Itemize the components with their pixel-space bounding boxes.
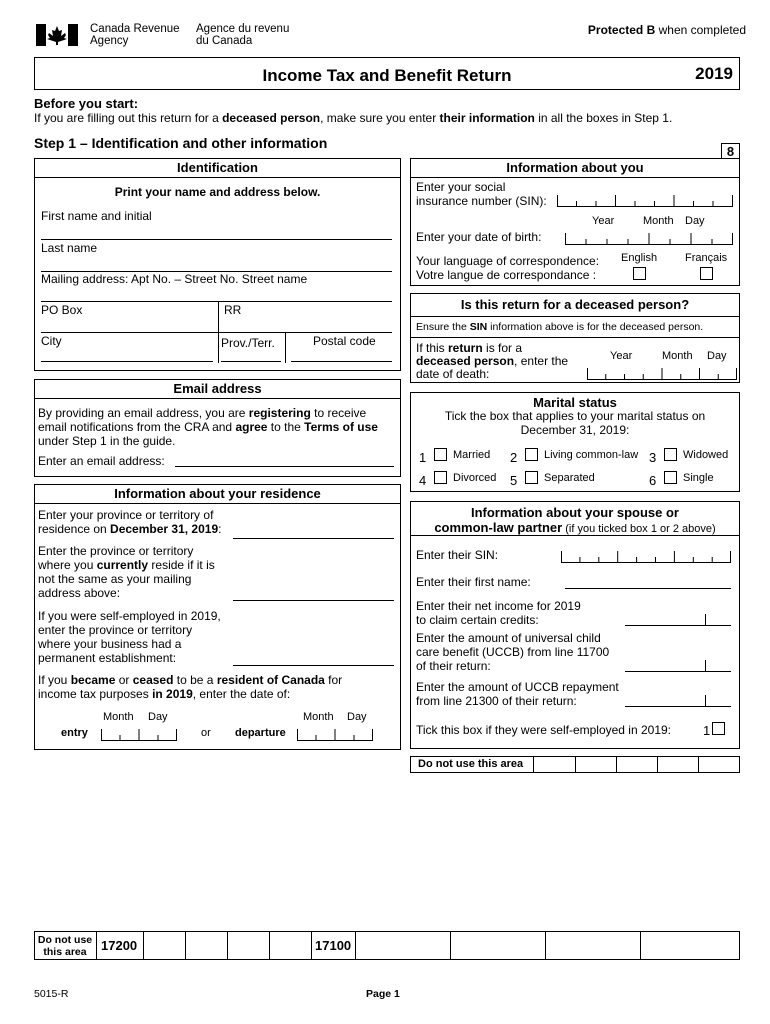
dob-year-label: Year [592,215,615,227]
residence-section [34,484,401,750]
spouse-sin-input[interactable] [561,547,731,563]
option-number: 4 [419,473,427,488]
mailing-address-field[interactable] [41,301,392,302]
marital-status-title: Marital status [533,395,617,410]
do-not-use-area [410,756,740,773]
about-you-title: Information about you [411,159,739,178]
sin-label: Enter your social insurance number (SIN): [416,180,547,208]
identification-section [34,158,401,371]
divorced-checkbox[interactable] [434,471,447,484]
step1-heading: Step 1 – Identification and other information [34,135,328,151]
spouse-net-income-input[interactable] [625,608,731,626]
widowed-label: Widowed [683,449,729,461]
option-number: 2 [510,450,518,465]
residence-q3: If you were self-employed in 2019, enter the province or territory where your business had a permanent establishment: [38,609,221,665]
email-input[interactable] [175,466,394,467]
dob-month-label: Month [643,215,674,227]
divider [218,333,219,363]
spouse-uccb-repayment-input[interactable] [625,689,731,707]
divider [285,333,286,363]
married-label: Married [453,449,491,461]
married-checkbox[interactable] [434,448,447,461]
entry-month-label: Month [103,711,134,723]
prov-label: Prov./Terr. [221,336,275,350]
about-you-section [410,158,740,286]
deceased-section [410,293,740,383]
current-province-field[interactable] [233,600,394,601]
single-checkbox[interactable] [664,471,677,484]
single-label: Single [683,472,714,484]
canada-flag-icon [36,24,78,46]
email-title: Email address [35,380,400,399]
postal-code-label: Postal code [313,334,376,348]
english-checkbox[interactable] [633,267,646,280]
last-name-label: Last name [41,241,98,255]
spouse-first-name-label: Enter their first name: [416,575,531,589]
residence-title: Information about your residence [35,485,400,504]
spouse-self-employed-checkbox[interactable] [712,722,725,735]
spouse-sin-label: Enter their SIN: [416,548,499,562]
option-number: 6 [649,473,657,488]
title-box [34,57,740,90]
agency-name-fr: Agence du revenu du Canada [196,23,290,47]
dob-label: Enter your date of birth: [416,230,542,244]
widowed-checkbox[interactable] [664,448,677,461]
option-number: 1 [703,723,711,738]
entry-date-field[interactable] [101,725,177,741]
marital-status-subtitle: Tick the box that applies to your marital status on December 31, 2019: [444,409,706,437]
code-17100: 17100 [315,938,352,953]
email-section [34,379,401,477]
do-not-use-label: Do not use this area [418,758,524,770]
death-month-label: Month [662,350,693,362]
spouse-uccb-input[interactable] [625,654,731,672]
common-law-label: Living common-law [544,449,639,461]
page-title: Income Tax and Benefit Return [262,66,512,85]
agency-name-en: Canada Revenue Agency [90,23,180,47]
city-field[interactable] [41,361,213,362]
print-instruction: Print your name and address below. [114,185,321,199]
first-name-field[interactable] [41,239,392,240]
option-number: 3 [649,450,657,465]
dob-input[interactable] [565,229,733,245]
francais-checkbox[interactable] [700,267,713,280]
spouse-title: Information about your spouse or common-law partner (if you ticked box 1 or 2 above) [411,502,739,536]
rr-label: RR [224,303,242,317]
francais-label: Français [685,252,728,264]
deceased-date-label: If this return is for a deceased person, enter the date of death: [416,341,569,381]
option-number: 5 [510,473,518,488]
business-province-field[interactable] [233,665,394,666]
form-id: 5015-R [34,988,69,1000]
before-you-start-text: If you are filling out this return for a deceased person, make sure you enter their information in all the boxes in Step 1. [34,111,673,125]
spouse-first-name-input[interactable] [565,588,731,589]
postal-code-field[interactable] [291,361,392,362]
divider [411,337,739,338]
divorced-label: Divorced [453,472,497,484]
bottom-do-not-use-label: Do not use this area [37,934,93,958]
residence-q4: If you became or ceased to be a resident of Canada for income tax purposes in 2019, enter the date of: [38,673,343,701]
deceased-ensure-text: Ensure the SIN information above is for the deceased person. [416,321,704,333]
first-name-label: First name and initial [41,209,152,223]
date-of-death-input[interactable] [587,364,737,380]
spouse-self-employed-label: Tick this box if they were self-employed in 2019: [416,723,672,737]
city-label: City [41,334,62,348]
tax-year: 2019 [695,64,733,83]
before-you-start-heading: Before you start: [34,96,139,111]
entry-label: entry [61,727,88,739]
step-box: 8 [721,143,740,159]
identification-title: Identification [35,159,400,178]
entry-day-label: Day [148,711,168,723]
death-year-label: Year [610,350,633,362]
common-law-checkbox[interactable] [525,448,538,461]
prov-field[interactable] [221,361,281,362]
language-label: Your language of correspondence: Votre langue de correspondance : [416,254,600,282]
departure-date-field[interactable] [297,725,373,741]
separated-label: Separated [544,472,595,484]
bottom-do-not-use-area [34,931,740,960]
option-number: 1 [419,450,427,465]
spouse-uccb-repayment-label: Enter the amount of UCCB repayment from line 21300 of their return: [416,680,619,708]
spouse-net-income-label: Enter their net income for 2019 to claim certain credits: [416,599,581,627]
dob-day-label: Day [685,215,705,227]
separated-checkbox[interactable] [525,471,538,484]
po-box-rr-field[interactable] [41,332,392,333]
residence-q1: Enter your province or territory of residence on December 31, 2019: [38,508,222,536]
sin-input[interactable] [557,191,733,207]
spouse-uccb-label: Enter the amount of universal child care benefit (UCCB) from line 11700 of their return: [416,631,610,673]
death-day-label: Day [707,350,727,362]
departure-label: departure [235,727,286,739]
page-number: Page 1 [366,988,400,1000]
divider [218,302,219,332]
protected-b-label: Protected B when completed [587,23,746,37]
spouse-section [410,501,740,749]
english-label: English [621,252,658,264]
marital-status-section [410,392,740,492]
residence-q2: Enter the province or territory where you currently reside if it is not the same as your mailing address above: [38,544,215,600]
email-consent-text: By providing an email address, you are registering to receive email notifications from the CRA and agree to the Terms of use under Step 1 in the guide. [38,406,378,448]
residence-province-field[interactable] [233,538,394,539]
departure-month-label: Month [303,711,334,723]
deceased-title: Is this return for a deceased person? [411,294,739,317]
po-box-label: PO Box [41,303,83,317]
departure-day-label: Day [347,711,367,723]
mailing-address-label: Mailing address: Apt No. – Street No. Street name [41,272,308,286]
code-17200: 17200 [101,938,138,953]
or-label: or [201,727,211,739]
email-label: Enter an email address: [38,454,165,468]
